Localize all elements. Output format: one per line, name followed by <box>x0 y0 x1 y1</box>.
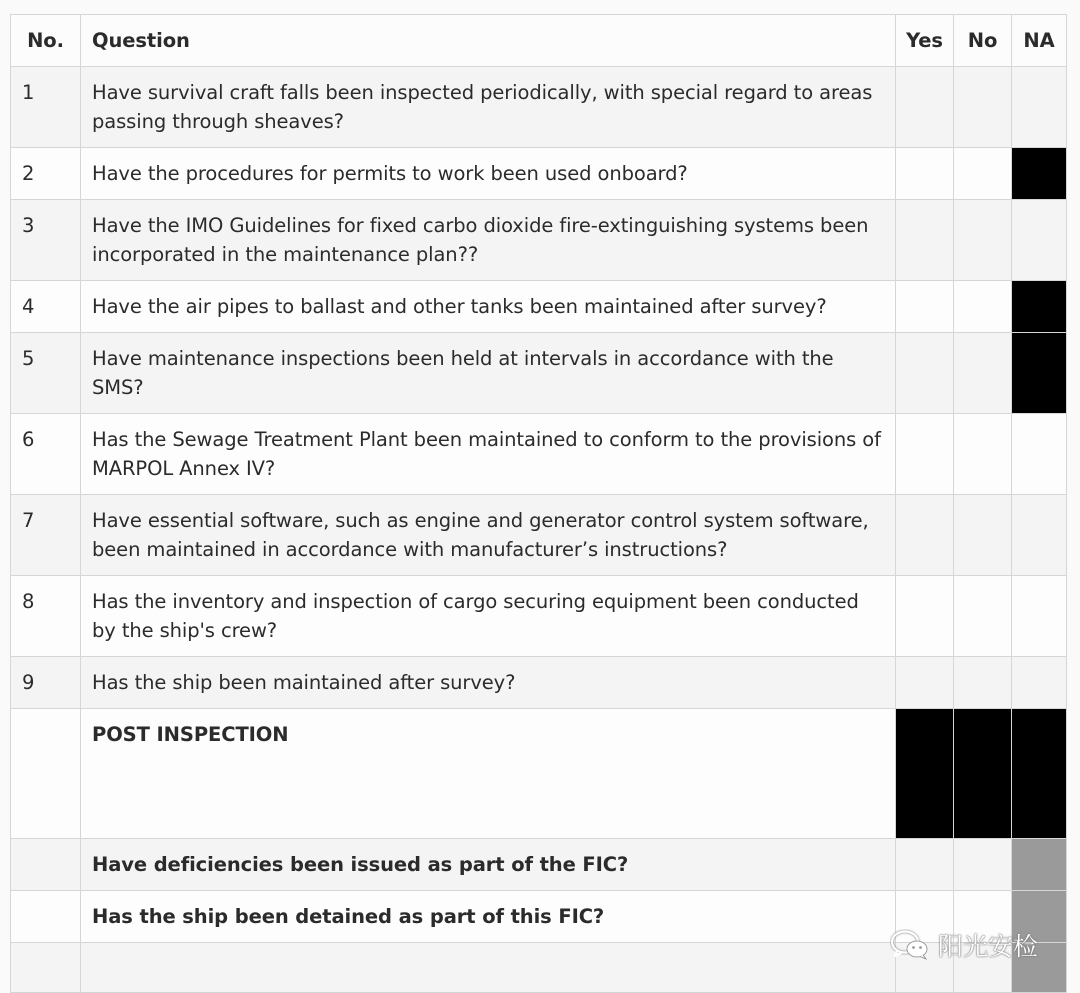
table-row <box>11 200 1067 281</box>
yes-cell[interactable] <box>896 148 954 200</box>
row-question: Have maintenance inspections been held at intervals in accordance with the SMS? <box>81 333 896 414</box>
na-cell-filled[interactable] <box>1012 333 1067 414</box>
row-question: Have the IMO Guidelines for fixed carbo dioxide fire-extinguishing systems been incorporated in the maintenance plan?? <box>81 200 896 281</box>
na-cell-filled[interactable] <box>1012 281 1067 333</box>
row-question-empty <box>81 943 896 993</box>
row-question: Has the inventory and inspection of cargo securing equipment been conducted by the ship's crew? <box>81 576 896 657</box>
no-cell[interactable] <box>954 839 1012 891</box>
header-no: No. <box>11 15 81 67</box>
table-row <box>11 67 1067 148</box>
yes-cell[interactable] <box>896 657 954 709</box>
row-question: Have essential software, such as engine and generator control system software, been maintained in accordance with manufacturer’s instructions? <box>81 495 896 576</box>
yes-cell[interactable] <box>896 200 954 281</box>
no-cell[interactable] <box>954 576 1012 657</box>
no-cell[interactable] <box>954 200 1012 281</box>
na-cell[interactable] <box>1012 67 1067 148</box>
table-row <box>11 839 1067 891</box>
header-row <box>11 15 1067 67</box>
table-row <box>11 281 1067 333</box>
no-cell[interactable] <box>954 495 1012 576</box>
no-cell[interactable] <box>954 414 1012 495</box>
na-cell[interactable] <box>1012 200 1067 281</box>
row-question: Have survival craft falls been inspected periodically, with special regard to areas passing through sheaves? <box>81 67 896 148</box>
row-question: Has the Sewage Treatment Plant been maintained to conform to the provisions of MARPOL Annex IV? <box>81 414 896 495</box>
header-na: NA <box>1012 15 1067 67</box>
row-number: 8 <box>11 576 81 657</box>
no-cell[interactable] <box>954 657 1012 709</box>
na-cell[interactable] <box>1012 414 1067 495</box>
yes-cell[interactable] <box>896 839 954 891</box>
row-question: Have the air pipes to ballast and other tanks been maintained after survey? <box>81 281 896 333</box>
na-cell-disabled <box>1012 839 1067 891</box>
row-number: 5 <box>11 333 81 414</box>
watermark-text: 阳光安检 <box>938 932 1039 961</box>
row-number: 1 <box>11 67 81 148</box>
no-cell[interactable] <box>954 333 1012 414</box>
no-cell[interactable] <box>954 148 1012 200</box>
header-no-answer: No <box>954 15 1012 67</box>
row-number: 6 <box>11 414 81 495</box>
na-cell[interactable] <box>1012 657 1067 709</box>
table-row <box>11 495 1067 576</box>
post-inspection-title: POST INSPECTION <box>81 709 896 839</box>
wechat-icon <box>890 929 930 961</box>
row-number: 7 <box>11 495 81 576</box>
yes-cell[interactable] <box>896 414 954 495</box>
table-row <box>11 576 1067 657</box>
row-number-empty <box>11 709 81 839</box>
na-cell[interactable] <box>1012 495 1067 576</box>
table-row <box>11 657 1067 709</box>
table-row <box>11 148 1067 200</box>
deficiencies-question: Have deficiencies been issued as part of the FIC? <box>81 839 896 891</box>
row-number-empty <box>11 839 81 891</box>
row-number-empty <box>11 943 81 993</box>
watermark <box>890 926 1038 964</box>
no-cell-filled <box>954 709 1012 839</box>
yes-cell[interactable] <box>896 495 954 576</box>
checklist-table <box>10 14 1067 993</box>
row-question: Has the ship been maintained after survey? <box>81 657 896 709</box>
header-yes: Yes <box>896 15 954 67</box>
row-number-empty <box>11 891 81 943</box>
row-number: 4 <box>11 281 81 333</box>
table-row <box>11 333 1067 414</box>
header-question: Question <box>81 15 896 67</box>
na-cell[interactable] <box>1012 576 1067 657</box>
table-row <box>11 414 1067 495</box>
yes-cell-filled <box>896 709 954 839</box>
detained-question: Has the ship been detained as part of this FIC? <box>81 891 896 943</box>
row-number: 2 <box>11 148 81 200</box>
yes-cell[interactable] <box>896 67 954 148</box>
row-number: 9 <box>11 657 81 709</box>
row-question: Have the procedures for permits to work been used onboard? <box>81 148 896 200</box>
post-inspection-row <box>11 709 1067 839</box>
row-number: 3 <box>11 200 81 281</box>
yes-cell[interactable] <box>896 576 954 657</box>
yes-cell[interactable] <box>896 281 954 333</box>
no-cell[interactable] <box>954 67 1012 148</box>
na-cell-filled <box>1012 709 1067 839</box>
yes-cell[interactable] <box>896 333 954 414</box>
na-cell-filled[interactable] <box>1012 148 1067 200</box>
no-cell[interactable] <box>954 281 1012 333</box>
